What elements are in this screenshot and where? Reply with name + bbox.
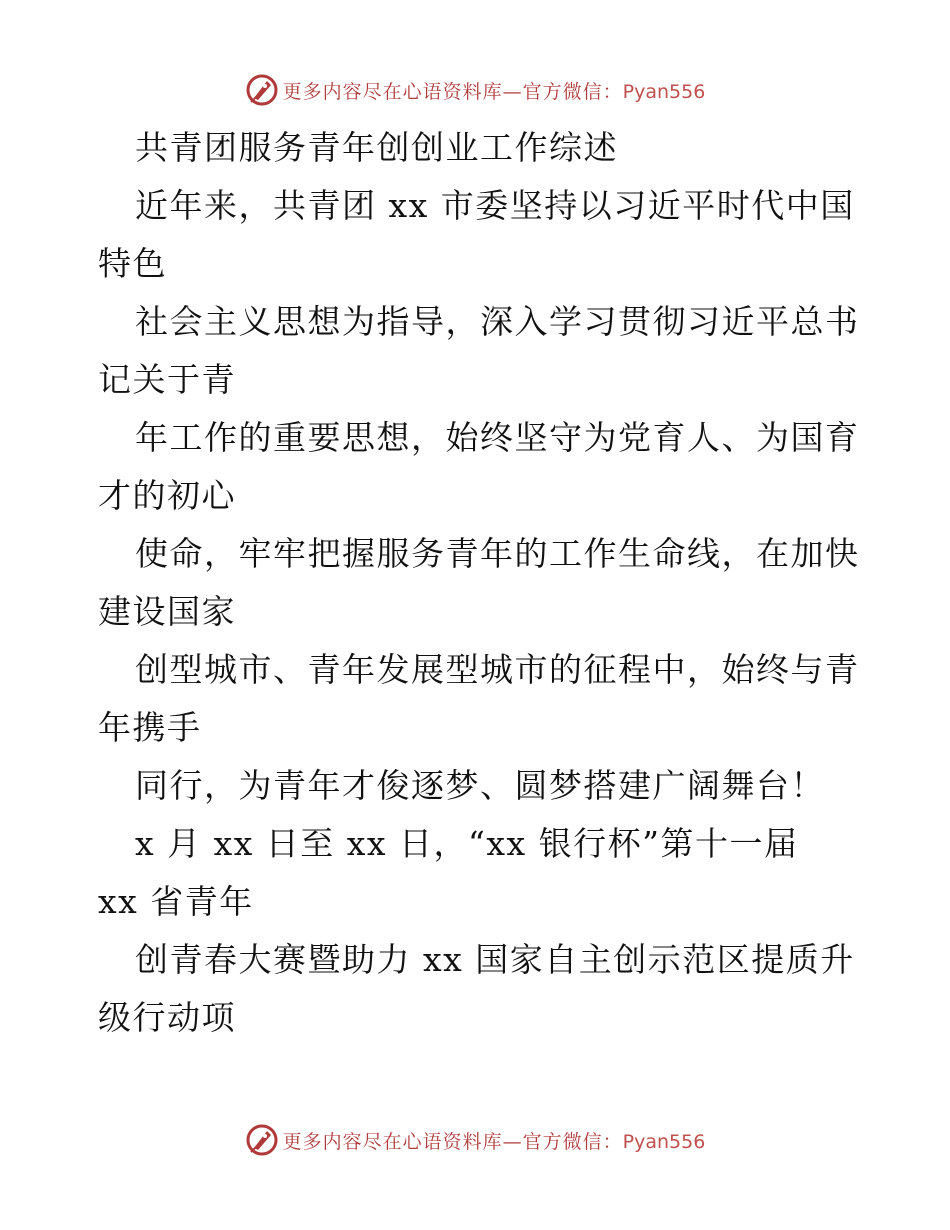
document-line: 创青春大赛暨助力 xx 国家自主创示范区提质升 — [135, 940, 855, 979]
document-line: 才的初心 — [98, 476, 236, 515]
pen-nib-logo-icon — [245, 1123, 279, 1157]
document-line: 年工作的重要思想，始终坚守为党育人、为国育 — [135, 418, 860, 457]
document-line: 级行动项 — [98, 998, 236, 1037]
document-line: xx 省青年 — [98, 882, 254, 921]
header-brand-text — [283, 77, 706, 104]
document-line: 特色 — [98, 244, 167, 283]
footer-banner — [0, 1120, 950, 1160]
pen-nib-logo-icon — [245, 73, 279, 107]
document-line: x 月 xx 日至 xx 日，“xx 银行杯”第十一届 — [135, 824, 799, 863]
document-line: 同行，为青年才俊逐梦、圆梦搭建广阔舞台！ — [135, 766, 825, 805]
footer-brand-label: 更多内容尽在心语资料库—官方微信： — [282, 1130, 623, 1153]
header-wechat-id: Pyan556 — [622, 80, 706, 103]
document-line: 近年来，共青团 xx 市委坚持以习近平时代中国 — [135, 186, 855, 225]
document-line: 使命，牢牢把握服务青年的工作生命线，在加快 — [135, 534, 860, 573]
document-line: 创型城市、青年发展型城市的征程中，始终与青 — [135, 650, 860, 689]
document-line: 年携手 — [98, 708, 202, 747]
document-line: 记关于青 — [98, 360, 236, 399]
document-line: 建设国家 — [98, 592, 236, 631]
document-title: 共青团服务青年创创业工作综述 — [135, 128, 618, 167]
header-brand-label: 更多内容尽在心语资料库—官方微信： — [282, 80, 623, 103]
header-banner — [0, 70, 950, 110]
footer-wechat-id: Pyan556 — [622, 1130, 706, 1153]
document-line: 社会主义思想为指导，深入学习贯彻习近平总书 — [135, 302, 860, 341]
footer-brand-text — [283, 1127, 706, 1154]
